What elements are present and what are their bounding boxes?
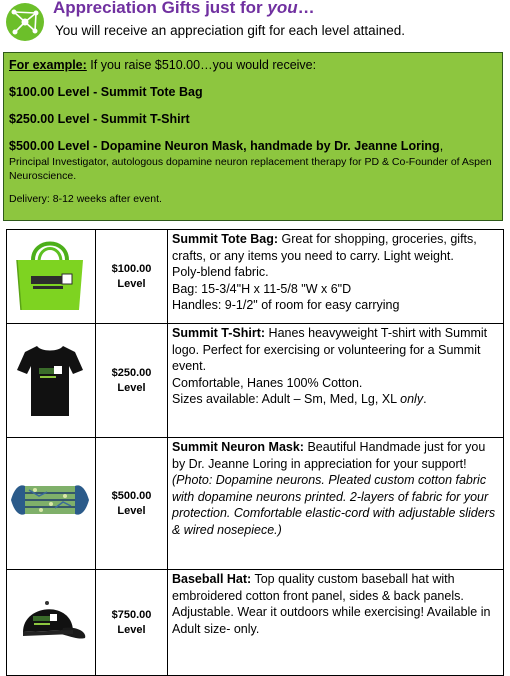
gift-name: Summit T-Shirt:: [172, 326, 266, 340]
level-cell: [96, 324, 168, 438]
level-cell: [96, 230, 168, 324]
level-cell: [96, 570, 168, 676]
description-cell: [168, 570, 504, 676]
table-row: [7, 438, 504, 570]
gift-detail: Poly-blend fabric.: [172, 265, 269, 279]
example-level-250: $250.00 Level - Summit T-Shirt: [9, 112, 190, 126]
table-row: [7, 570, 504, 676]
level-label: Level: [117, 504, 146, 517]
level-cell: [96, 438, 168, 570]
gift-description: Hanes heavyweight T-shirt with Summit logo. Perfect for exercising or volunteering for a Summit event.: [172, 326, 488, 373]
table-row: [7, 230, 504, 324]
gifts-table: [6, 229, 504, 676]
description-cell: [168, 324, 504, 438]
description-cell: [168, 438, 504, 570]
example-description: Principal Investigator, autologous dopamine neuron replacement therapy for PD & Co-Founder of Aspen Neuroscience.: [9, 156, 492, 182]
gift-description: Beautiful Handmade just for you by Dr. Jeanne Loring in appreciation for your support!: [172, 440, 486, 471]
gift-detail: .: [423, 392, 427, 406]
table-row: [7, 324, 504, 438]
example-level-100: $100.00 Level - Summit Tote Bag: [9, 85, 203, 99]
gift-description: Great for shopping, groceries, gifts, crafts, or any items you need to carry. Light weight.: [172, 232, 477, 263]
gift-detail: Sizes available: Adult – Sm, Med, Lg, XL: [172, 392, 401, 406]
page-subtitle: You will receive an appreciation gift for each level attained.: [55, 23, 405, 38]
gift-description: Top quality custom baseball hat with embroidered cotton front panel, sides & back panels. Adjustable. Wear it outdoors while exercising! Available in Adult size- only.: [172, 572, 491, 636]
gift-name: Summit Neuron Mask:: [172, 440, 304, 454]
gift-detail-emphasis: only: [400, 392, 424, 406]
neuron-mask-image: [7, 438, 93, 564]
example-level-500: $500.00 Level - Dopamine Neuron Mask, handmade by Dr. Jeanne Loring,: [9, 139, 444, 153]
gift-detail: Bag: 15-3/4"H x 11-5/8 "W x 6"D: [172, 281, 352, 296]
tote-bag-image: [7, 230, 93, 318]
gift-detail: Comfortable, Hanes 100% Cotton.: [172, 375, 363, 390]
description-cell: [168, 230, 504, 324]
gift-detail: Handles: 9-1/2" of room for easy carrying: [172, 298, 400, 312]
gift-detail-emphasis: (Photo: Dopamine neurons. Pleated custom cotton fabric with dopamine neurons printed. 2-layers of fabric for your protection. Comfortable elastic-cord with adjustable sliders & wired nosepiece.): [172, 473, 496, 537]
image-cell: [7, 230, 96, 324]
network-logo-icon: [5, 2, 45, 42]
example-box: [3, 52, 503, 221]
level-amount: $100.00: [111, 262, 152, 275]
gift-name: Baseball Hat:: [172, 572, 252, 586]
level-label: Level: [117, 277, 146, 290]
example-delivery: Delivery: 8-12 weeks after event.: [9, 193, 162, 205]
level-amount: $750.00: [111, 608, 152, 621]
level-label: Level: [117, 381, 146, 394]
level-label: Level: [117, 623, 146, 636]
example-intro: For example: If you raise $510.00…you would receive:: [9, 58, 317, 72]
page-title: Appreciation Gifts just for you…: [53, 0, 315, 17]
image-cell: [7, 438, 96, 570]
t-shirt-image: [7, 324, 93, 432]
gift-name: Summit Tote Bag:: [172, 232, 279, 246]
level-amount: $250.00: [111, 366, 152, 379]
header: [0, 0, 510, 50]
level-amount: $500.00: [111, 489, 152, 502]
baseball-hat-image: [7, 570, 93, 670]
image-cell: [7, 570, 96, 676]
image-cell: [7, 324, 96, 438]
